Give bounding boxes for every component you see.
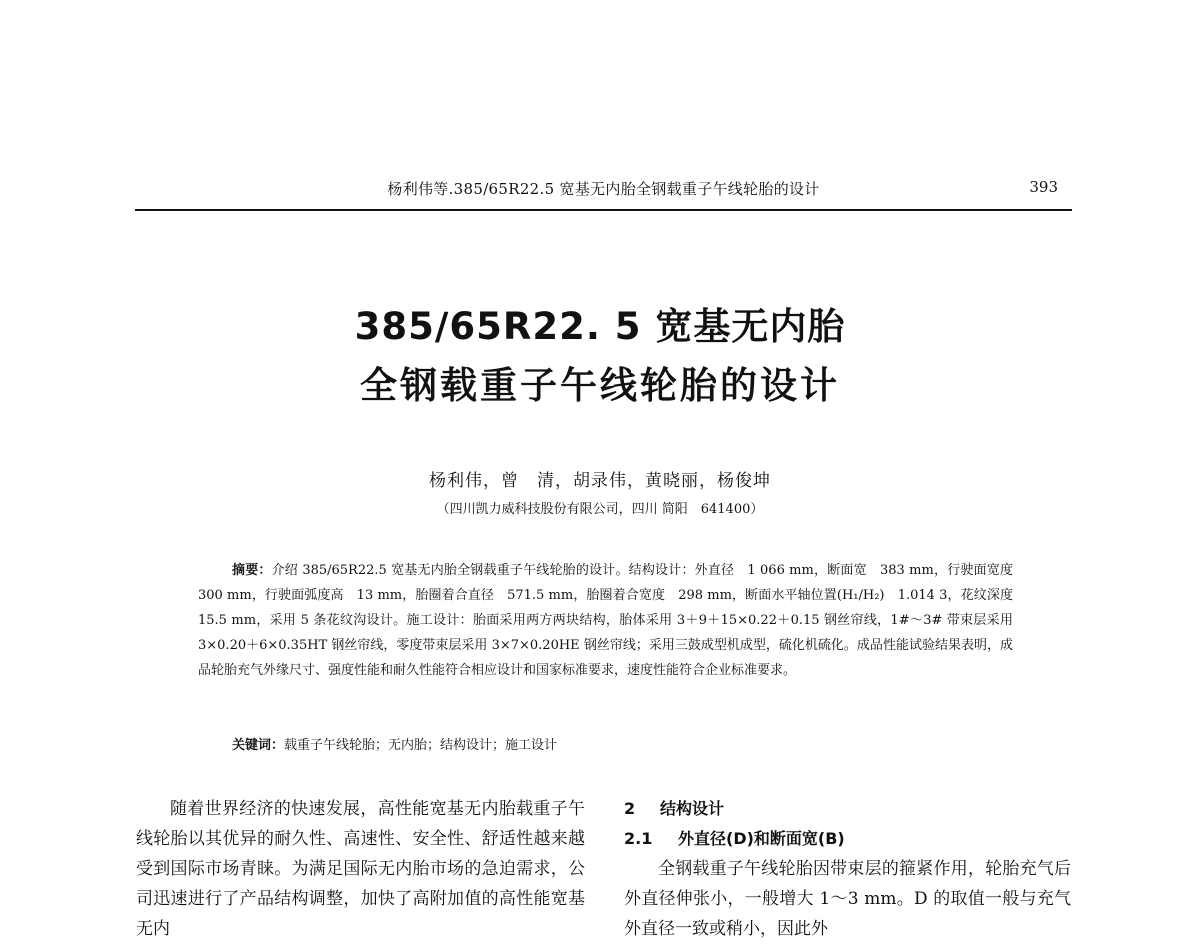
author-affiliation: （四川凯力威科技股份有限公司，四川 简阳 641400） [436, 502, 764, 517]
abstract-label: 摘要： [232, 563, 272, 578]
article-title-line-2: 全钢载重子午线轮胎的设计 [360, 364, 840, 407]
abstract [198, 558, 1027, 683]
abstract-text: 介绍 385/65R22.5 宽基无内胎全钢载重子午线轮胎的设计。结构设计：外直径 1 066 mm，断面宽 383 mm，行驶面宽度 300 mm，行驶面弧度高 13 mm，胎圈着合直径 571.5 mm，胎圈着合宽度 298 mm，断面水平轴位置(H₁/H₂) 1.014 3，花纹深度 15.5 mm，采用 5 条花纹沟设计。施工设计：胎面采用两方两块结构，胎体采用 3＋9＋15×0.22＋0.15 钢丝帘线，1#～3# 带束层采用 3×0.20＋6×0.35HT 钢丝帘线，零度带束层采用 3×7×0.20HE 钢丝帘线；采用三鼓成型机成型，硫化机硫化。成品性能试验结果表明，成品轮胎充气外缘尺寸、强度性能和耐久性能符合相应设计和国家标准要求，速度性能符合企业标准要求。 [198, 563, 1027, 678]
keywords-text: 载重子午线轮胎；无内胎；结构设计；施工设计 [284, 738, 558, 753]
body-left-column: 随着世界经济的快速发展，高性能宽基无内胎载重子午线轮胎以其优异的耐久性、高速性、安全性、舒适性越来越受到国际市场青睐。为满足国际无内胎市场的急迫需求，公司迅速进行了产品结构调整，加快了高附加值的高性能宽基无内 [136, 799, 585, 939]
article-title-line-1: 385/65R22. 5 宽基无内胎 [354, 305, 846, 348]
section-heading [624, 794, 1071, 824]
right-column-paragraph: 全钢载重子午线轮胎因带束层的箍紧作用，轮胎充气后外直径伸张小，一般增大 1～3 mm。D 的取值一般与充气外直径一致或稍小，因此外 [624, 859, 1071, 939]
keywords [232, 734, 557, 753]
section-number: 2 [624, 799, 636, 818]
subsection-heading [624, 824, 1071, 854]
subsection-number: 2.1 [624, 829, 653, 848]
section-title: 结构设计 [660, 799, 725, 818]
running-header-title: 杨利伟等.385/65R22.5 宽基无内胎全钢载重子午线轮胎的设计 [387, 180, 820, 198]
body-right-column [624, 794, 1071, 944]
subsection-title: 外直径(D)和断面宽(B) [678, 829, 845, 848]
author-list: 杨利伟，曾 清，胡录伟，黄晓丽，杨俊坤 [429, 471, 771, 491]
page-number: 393 [1029, 178, 1058, 196]
keywords-label: 关键词： [232, 738, 285, 753]
header-divider [135, 209, 1072, 211]
running-header [135, 178, 1072, 208]
